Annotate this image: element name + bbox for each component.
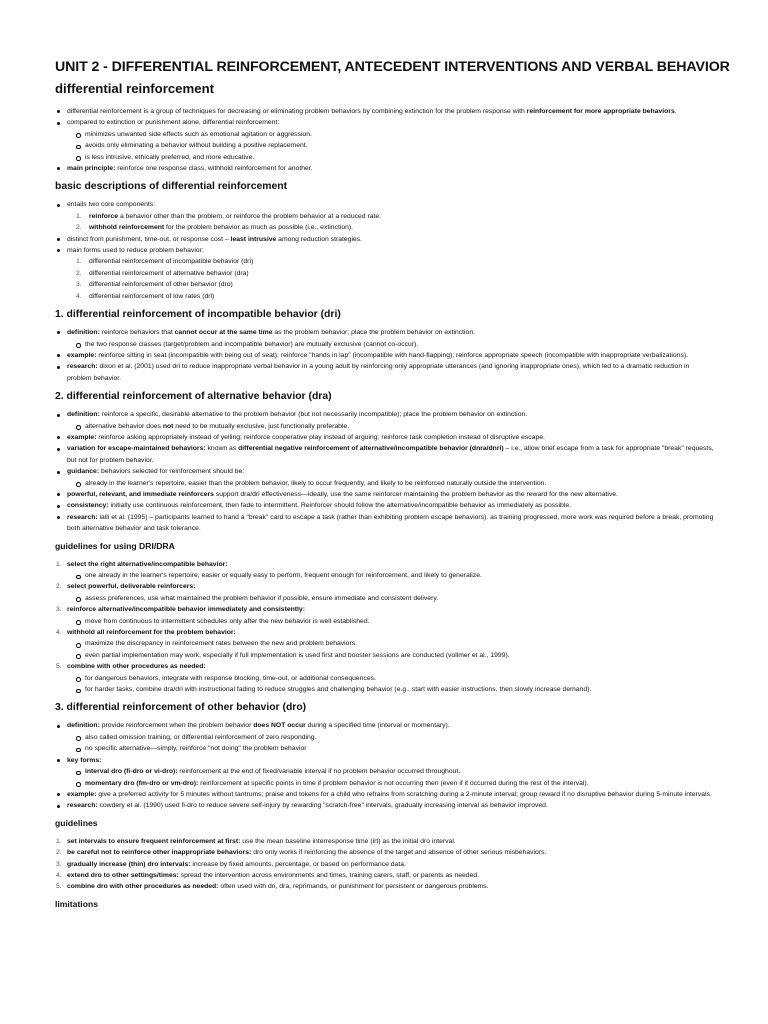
- page-title: UNIT 2 - DIFFERENTIAL REINFORCEMENT, ANTECEDENT INTERVENTIONS AND VERBAL BEHAVIOR: [55, 59, 730, 75]
- guidelines-dri-dra-list: [55, 559, 715, 696]
- section-heading: differential reinforcement: [55, 81, 215, 96]
- list-item: research: cowdery et al. (1990) used fi-dro to reduce severe self-injury by rewarding "scratch-free" intervals, gradually increasing interval as behavior improved.: [55, 800, 715, 811]
- sub-list-item: also called omission training, or differential reinforcement of zero responding.: [67, 732, 715, 743]
- numbered-item: 2. be careful not to reinforce other inappropriate behaviors: dro only works if reinforcing the absence of the target and absence of other serious misbehaviors.: [56, 849, 547, 857]
- list-item: guidance: behaviors selected for reinforcement should be: already in the learner's repertoire, easier than the problem behavior, likely to occur frequently, and likely to be reinforced naturally outside the intervention.: [55, 466, 715, 489]
- sub-list-item: one already in the learner's repertoire, easier or equally easy to perform, frequent enough for reinforcement, and likely to generalize.: [67, 570, 715, 581]
- numbered-item: 4. differential reinforcement of low rates (drl): [76, 292, 215, 300]
- numbered-item: 1. set intervals to ensure frequent reinforcement at first: use the mean baseline interresponse time (irt) as the initial dro interval.: [56, 837, 456, 845]
- list-item: definition: reinforce a specific, desirable alternative to the problem behavior (but not necessarily incompatible); place the problem behavior on extinction. alternative behavior does not need to be mutually exclusive, just functionally preferable.: [55, 409, 715, 432]
- list-item: definition: reinforce behaviors that cannot occur at the same time as the problem behavior; place the problem behavior on extinction. the two response classes (target/problem and incompatible behavior) are mutually exclusive (cannot co-occur).: [55, 327, 715, 350]
- list-item: example: reinforce asking appropriately instead of yelling; reinforce cooperative play instead of arguing; reinforce task completion instead of disruptive escape.: [55, 432, 715, 443]
- dra-heading: 2. differential reinforcement of alternative behavior (dra): [55, 391, 332, 403]
- sub-list-item: even partial implementation may work, especially if full implementation is used first and booster sessions are conducted (vollmer et al., 1999).: [67, 650, 715, 661]
- list-item: consistency: initially use continuous reinforcement, then fade to intermittent. Reinforcer should follow the alternative/incompatible behavior as immediately as possible.: [55, 500, 715, 511]
- dro-heading: 3. differential reinforcement of other behavior (dro): [55, 702, 307, 714]
- sub-list-item: alternative behavior does not need to be mutually exclusive, just functionally preferable.: [67, 421, 715, 432]
- list-item: powerful, relevant, and immediate reinforcers support dra/dri effectiveness—ideally, use the same reinforcer maintaining the problem behavior as the reward for the new alternative.: [55, 489, 715, 500]
- numbered-item: 5. combine with other procedures as needed: for dangerous behaviors, integrate with response blocking, time-out, or additional consequences. for harder tasks, combine dra/dri with instructional fading to reduce struggles and challenging behavior (e.g., start with easier instructions, then slowly increase demand).: [55, 661, 715, 695]
- sub-list-item: the two response classes (target/problem and incompatible behavior) are mutually exclusive (cannot co-occur).: [67, 339, 715, 350]
- list-item: variation for escape-maintained behaviors: known as differential negative reinforcement of alternative/incompatible behavior (dnra/dnri) – i.e., allow brief escape from a task for appropriate "break" requests, but not for problem behavior.: [55, 443, 715, 466]
- sub-list-item: momentary dro (fm-dro or vm-dro): reinforcement at specific points in time if problem behavior is not occurring then (even if it occurred during the rest of the interval).: [67, 778, 715, 789]
- sub-list-item: for harder tasks, combine dra/dri with instructional fading to reduce struggles and challenging behavior (e.g., start with easier instructions, then slowly increase demand).: [67, 684, 715, 695]
- dri-heading: 1. differential reinforcement of incompatible behavior (dri): [55, 309, 341, 321]
- numbered-item: 1. select the right alternative/incompatible behavior: one already in the learner's repertoire, easier or equally easy to perform, frequent enough for reinforcement, and likely to generalize.: [55, 559, 715, 582]
- guidelines-dro-heading: guidelines: [55, 817, 98, 828]
- document: [55, 58, 730, 917]
- numbered-item: 3. reinforce alternative/incompatible behavior immediately and consistently: move from continuous to intermittent schedules only after the new behavior is well established.: [55, 604, 715, 627]
- intro-list: [55, 106, 715, 174]
- list-item: definition: provide reinforcement when the problem behavior does NOT occur during a specified time (interval or momentary). also called omission training, or differential reinforcement of zero responding. no specific alternative—simply, reinforce "not doing" the problem behavior: [55, 720, 715, 754]
- numbered-item: 3. gradually increase (thin) dro intervals: increase by fixed amounts, percentage, or based on performance data.: [56, 860, 406, 868]
- limitations-heading: limitations: [55, 898, 98, 909]
- numbered-item: 4. extend dro to other settings/times: spread the intervention across environments and times, training carers, staff, or parents as needed.: [56, 871, 480, 879]
- guidelines-dro-list: [55, 836, 715, 893]
- sub-list-item: move from continuous to intermittent schedules only after the new behavior is well established.: [67, 616, 715, 627]
- list-item: main principle: reinforce one response class, withhold reinforcement for another.: [55, 163, 715, 174]
- sub-list-item: already in the learner's repertoire, easier than the problem behavior, likely to occur frequently, and likely to be reinforced naturally outside the intervention.: [67, 478, 715, 489]
- list-item: example: give a preferred activity for 5 minutes without tantrums; praise and tokens for a child who refrains from scratching during a 2-minute interval; group reward if no disruptive behavior during 5-minute intervals.: [55, 789, 715, 800]
- sub-list-item: avoids only eliminating a behavior without building a positive replacement.: [67, 140, 715, 151]
- numbered-item: 2. differential reinforcement of alternative behavior (dra): [76, 269, 249, 277]
- guidelines-dri-dra-heading: guidelines for using DRI/DRA: [55, 540, 175, 551]
- list-item: differential reinforcement is a group of techniques for decreasing or eliminating problem behaviors by combining extinction for the problem response with reinforcement for more appropriate behaviors.: [55, 106, 715, 117]
- numbered-item: 1. differential reinforcement of incompatible behavior (dri): [76, 258, 254, 266]
- list-item: main forms used to reduce problem behavior: 1. differential reinforcement of incompatible behavior (dri) 2. differential reinforcement of alternative behavior (dra) 3. differential reinforcement of other behavior (dro) 4. differential reinforcement of low rates (drl): [55, 245, 715, 302]
- numbered-item: 2. withhold reinforcement for the problem behavior as much as possible (i.e., extinction).: [76, 224, 354, 232]
- sub-list-item: no specific alternative—simply, reinforce "not doing" the problem behavior: [67, 743, 715, 754]
- numbered-item: 1. reinforce a behavior other than the problem, or reinforce the problem behavior at a reduced rate.: [76, 212, 382, 220]
- sub-list-item: is less intrusive, ethically preferred, and more educative.: [67, 152, 715, 163]
- sub-list-item: maximize the discrepancy in reinforcement rates between the new and problem behaviors.: [67, 638, 715, 649]
- numbered-item: 3. differential reinforcement of other behavior (dro): [76, 281, 233, 289]
- list-item: compared to extinction or punishment alone, differential reinforcement: minimizes unwanted side effects such as emotional agitation or aggression. avoids only eliminating a behavior without building a positive replacement. is less intrusive, ethically preferred, and more educative.: [55, 117, 715, 163]
- numbered-item: 5. combine dro with other procedures as needed: often used with dri, dra, reprimands, or punishment for persistent or dangerous problems.: [56, 883, 489, 891]
- list-item: entails two core components: 1. reinforce a behavior other than the problem, or reinforce the problem behavior at a reduced rate. 2. withhold reinforcement for the problem behavior as much as possible (i.e., extinction).: [55, 199, 715, 233]
- basic-list: [55, 199, 715, 302]
- sub-list-item: for dangerous behaviors, integrate with response blocking, time-out, or additional consequences.: [67, 673, 715, 684]
- dra-list: [55, 409, 715, 534]
- numbered-item: 2. select powerful, deliverable reinforcers: assess preferences, use what maintained the problem behavior if possible, ensure immediate and consistent delivery.: [55, 581, 715, 604]
- list-item: key forms: interval dro (fi-dro or vi-dro): reinforcement at the end of fixed/variable interval if no problem behavior occurred throughout. momentary dro (fm-dro or vm-dro): reinforcement at specific points in time if problem behavior is not occurring then (even if it occurred during the rest of the interval).: [55, 755, 715, 789]
- sub-list-item: interval dro (fi-dro or vi-dro): reinforcement at the end of fixed/variable interval if no problem behavior occurred throughout.: [67, 766, 715, 777]
- basic-heading: basic descriptions of differential reinforcement: [55, 181, 288, 193]
- numbered-item: 4. withhold all reinforcement for the problem behavior: maximize the discrepancy in reinforcement rates between the new and problem behaviors. even partial implementation may work, especially if full implementation is used first and booster sessions are conducted (vollmer et al., 1999).: [55, 627, 715, 661]
- dro-list: [55, 720, 715, 811]
- sub-list-item: minimizes unwanted side effects such as emotional agitation or aggression.: [67, 129, 715, 140]
- list-item: distinct from punishment, time-out, or response cost – least intrusive among reduction strategies.: [55, 234, 715, 245]
- list-item: research: lalli et al. (1995) – participants learned to hand a "break" card to escape a task (rather than exhibiting problem escape behaviors). as training progressed, more work was required before a break, promoting both alternative behavior and task tolerance.: [55, 512, 715, 535]
- list-item: example: reinforce sitting in seat (incompatible with being out of seat); reinforce "hands in lap" (incompatible with hand-flapping); reinforce appropriate speech (incompatible with inappropriate verbalizations).: [55, 350, 715, 361]
- list-item: research: dixon et al. (2001) used dri to reduce inappropriate verbal behavior in a young adult by reinforcing only appropriate utterances (and ignoring inappropriate ones), which led to a dramatic reduction in problem behavior.: [55, 361, 715, 384]
- dri-list: [55, 327, 715, 384]
- sub-list-item: assess preferences, use what maintained the problem behavior if possible, ensure immediate and consistent delivery.: [67, 593, 715, 604]
